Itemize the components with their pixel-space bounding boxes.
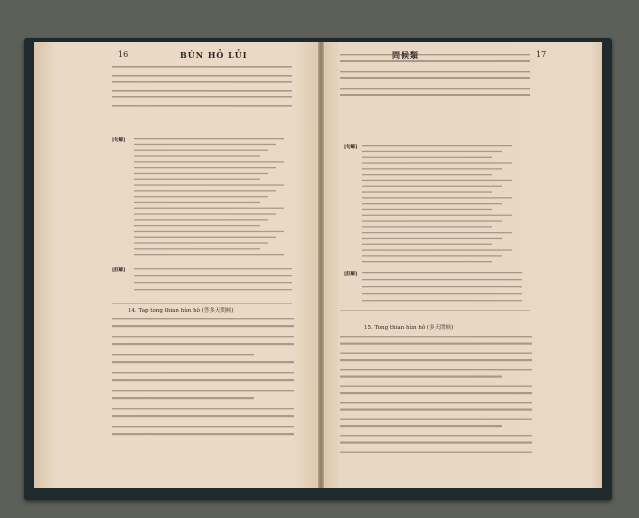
text-line [362, 261, 492, 262]
text-line [112, 372, 294, 373]
text-line [362, 174, 492, 175]
text-line [340, 369, 532, 370]
text-line [112, 426, 294, 427]
rule-line [340, 310, 530, 311]
text-line [362, 226, 492, 227]
text-line [112, 343, 294, 345]
text-line [134, 208, 284, 209]
text-line [134, 190, 276, 191]
text-line [134, 155, 260, 156]
text-line [112, 325, 294, 327]
text-line [362, 197, 512, 198]
text-line [134, 150, 268, 151]
text-line [134, 254, 284, 255]
left-label-zhujie: [註解] [112, 268, 126, 273]
text-line [112, 433, 294, 435]
text-line [112, 354, 254, 355]
text-line [340, 442, 532, 444]
text-line [134, 225, 260, 226]
text-line [134, 167, 276, 168]
text-line [112, 361, 294, 363]
text-line [134, 161, 284, 162]
text-line [134, 213, 276, 214]
text-line [362, 255, 502, 256]
text-line [112, 390, 294, 391]
text-line [112, 408, 294, 409]
text-line [340, 54, 530, 55]
left-section-title: 14. Tap tong thian hùn hô (答多天問候) [128, 308, 234, 314]
text-line [362, 191, 492, 192]
text-line [340, 425, 502, 427]
text-line [112, 415, 294, 417]
text-line [340, 343, 532, 345]
text-line [134, 231, 284, 232]
text-line [134, 248, 260, 249]
text-line [340, 452, 532, 453]
text-line [362, 232, 512, 233]
text-line [112, 336, 294, 337]
text-line [112, 96, 292, 98]
text-line [112, 318, 294, 319]
text-line [134, 275, 292, 276]
text-line [134, 179, 260, 180]
text-line [362, 300, 522, 301]
rule-line [112, 303, 292, 304]
text-line [340, 376, 502, 378]
text-line [340, 336, 532, 337]
text-line [134, 289, 292, 290]
text-line [362, 279, 522, 280]
text-line [112, 379, 294, 381]
right-running-head: 問候類 [392, 50, 419, 60]
right-section-title: 15. Tong thian hùn hô (多天問候) [364, 325, 454, 331]
text-line [362, 186, 502, 187]
text-line [362, 244, 492, 245]
text-line [134, 196, 268, 197]
text-line [112, 90, 292, 92]
right-page-number: 17 [536, 50, 547, 59]
text-line [340, 409, 532, 411]
left-running-head: BÚN HỎ LỦI [180, 50, 248, 60]
text-line [362, 180, 512, 181]
text-line [134, 184, 284, 185]
text-line [340, 77, 530, 79]
text-line [134, 219, 268, 220]
left-page-number: 16 [118, 50, 129, 59]
text-line [362, 238, 502, 239]
text-line [134, 202, 260, 203]
text-line [340, 88, 530, 89]
text-line [134, 237, 276, 238]
text-line [340, 392, 532, 394]
text-line [134, 173, 268, 174]
text-line [112, 66, 292, 68]
text-line [362, 162, 512, 163]
text-line [340, 353, 532, 354]
text-line [112, 105, 292, 107]
text-line [134, 138, 284, 139]
text-line [112, 81, 292, 83]
text-line [362, 151, 502, 152]
text-line [362, 215, 512, 216]
text-line [340, 60, 530, 62]
text-line [134, 144, 276, 145]
left-label-jujie: [句解] [112, 138, 126, 143]
right-label-jujie: [句解] [344, 145, 358, 150]
text-line [340, 71, 530, 72]
text-line [362, 272, 522, 273]
text-line [362, 293, 522, 294]
right-label-zhujie: [註解] [344, 272, 358, 277]
text-line [362, 209, 492, 210]
text-line [134, 282, 292, 283]
text-line [134, 268, 292, 269]
text-line [362, 203, 502, 204]
text-line [362, 168, 502, 169]
text-line [134, 242, 268, 243]
text-line [340, 94, 530, 96]
text-line [362, 249, 512, 250]
text-line [340, 359, 532, 361]
text-line [112, 75, 292, 77]
text-line [112, 397, 254, 399]
text-line [340, 435, 532, 436]
text-line [340, 419, 532, 420]
text-line [340, 402, 532, 403]
text-line [362, 286, 522, 287]
text-line [340, 386, 532, 387]
text-line [362, 220, 502, 221]
text-line [362, 157, 492, 158]
text-line [362, 145, 512, 146]
